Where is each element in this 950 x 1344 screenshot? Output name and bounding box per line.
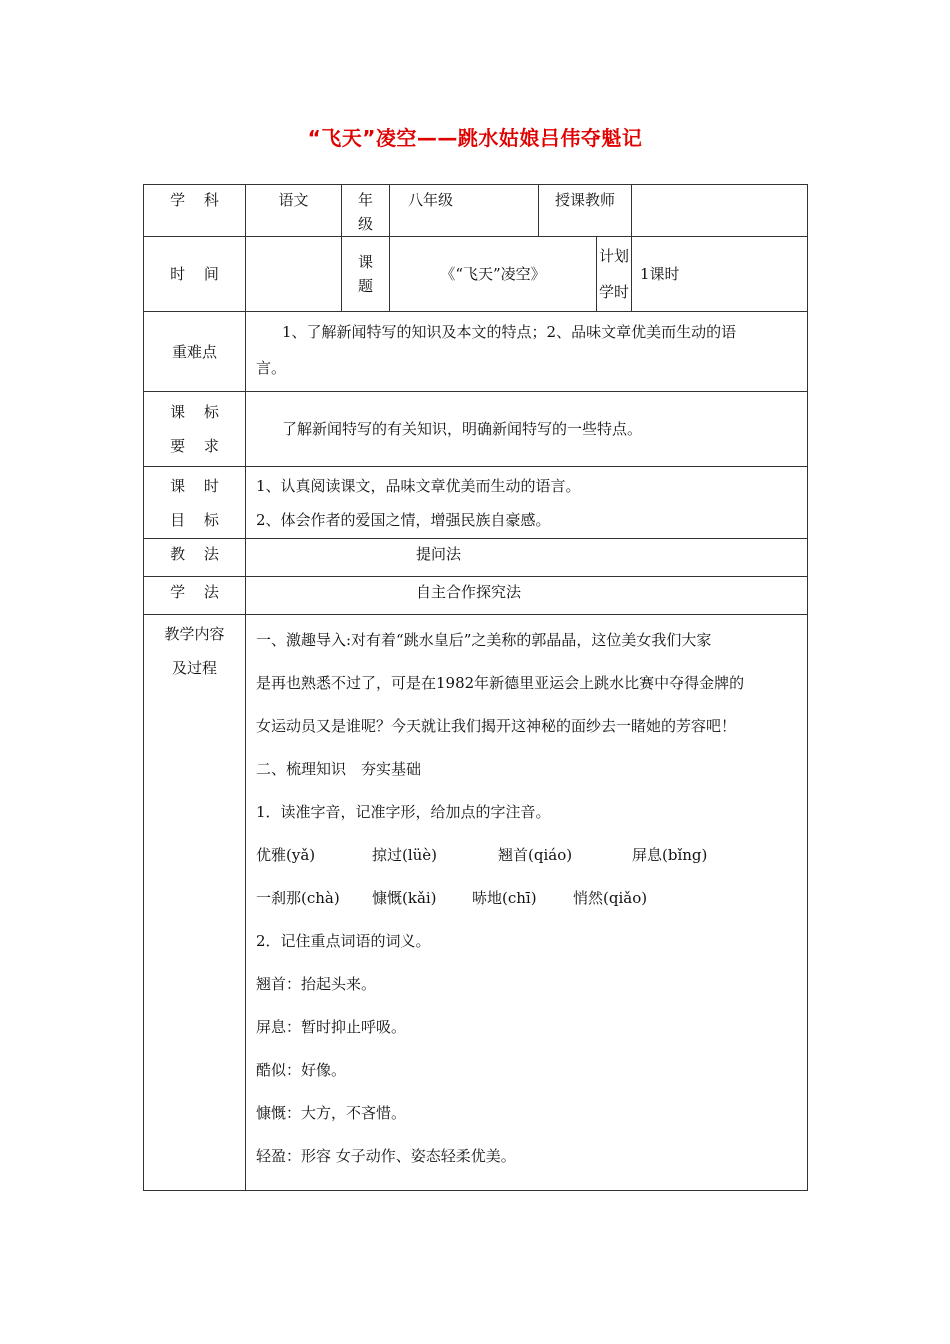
process-line: 是再也熟悉不过了，可是在1982年新德里亚运会上跳水比赛中夺得金牌的: [256, 674, 745, 692]
time-value: [246, 237, 342, 312]
process-section-heading: 二、梳理知识 夯实基础: [256, 760, 422, 778]
pinyin-item: 慷慨(kǎi): [372, 889, 437, 907]
lesson-plan-table: [143, 184, 808, 1191]
vocab-heading: 2．记住重点词语的词义。: [256, 932, 431, 950]
learning-method-row: [144, 577, 808, 615]
plan-hours-value: 1课时: [632, 237, 808, 312]
plan-hours-label: [597, 237, 632, 312]
pinyin-item: 优雅(yǎ): [256, 846, 316, 864]
time-label: 时 间: [144, 237, 246, 312]
topic-value: 《“飞天”凌空》: [390, 237, 597, 312]
definition-item: 屏息：暂时抑止呼吸。: [256, 1018, 407, 1036]
learning-method-value: 自主合作探究法: [246, 577, 808, 615]
key-points-line2: 言。: [256, 359, 287, 377]
standard-row: [144, 392, 808, 467]
definition-item: 翘首：抬起头来。: [256, 975, 377, 993]
process-line: 一、激趣导入:对有着“跳水皇后”之美称的郭晶晶，这位美女我们大家: [256, 631, 712, 649]
goals-line1: 1、认真阅读课文，品味文章优美而生动的语言。: [256, 477, 581, 495]
subject-label: 学 科: [144, 185, 246, 237]
standard-label-line1: 课 标: [170, 403, 219, 421]
time-row: [144, 237, 808, 312]
process-label-line1: 教学内容: [164, 625, 225, 643]
teaching-method-row: [144, 539, 808, 577]
teaching-method-value: 提问法: [246, 539, 808, 577]
grade-label: 年 级: [342, 185, 390, 237]
pinyin-row-1: [256, 834, 801, 877]
standard-label-line2: 要 求: [170, 437, 219, 455]
process-content: [246, 615, 808, 1191]
document-title: “飞天”凌空——跳水姑娘吕伟夺魁记: [307, 126, 643, 150]
header-row: [144, 185, 808, 237]
teacher-label: 授课教师: [539, 185, 632, 237]
process-label: [144, 615, 246, 1191]
pinyin-item: 翘首(qiáo): [498, 846, 573, 864]
key-points-label: 重难点: [144, 312, 246, 392]
goals-line2: 2、体会作者的爱国之情，增强民族自豪感。: [256, 511, 551, 529]
goals-label-line1: 课 时: [170, 477, 219, 495]
pinyin-item: 悄然(qiǎo): [573, 889, 648, 907]
key-points-line1: 1、了解新闻特写的知识及本文的特点；2、品味文章优美而生动的语: [282, 323, 737, 341]
key-points-content: [246, 312, 808, 392]
teaching-method-label: 教 法: [144, 539, 246, 577]
plan-hours-label-line2: 学时: [599, 283, 630, 301]
process-task-heading: 1．读准字音，记准字形，给加点的字注音。: [256, 803, 551, 821]
subject-value: 语文: [246, 185, 342, 237]
topic-label: 课 题: [342, 237, 390, 312]
goals-label-line2: 目 标: [170, 511, 219, 529]
definition-item: 轻盈：形容 女子动作、姿态轻柔优美。: [256, 1147, 516, 1165]
plan-hours-label-line1: 计划: [599, 247, 630, 265]
goals-content: [246, 467, 808, 539]
standard-label: [144, 392, 246, 467]
pinyin-item: 哧地(chī): [472, 889, 537, 907]
process-label-line2: 及过程: [171, 659, 217, 677]
goals-row: [144, 467, 808, 539]
process-row: [144, 615, 808, 1191]
pinyin-row-2: [256, 877, 801, 920]
pinyin-item: 掠过(lüè): [372, 846, 438, 864]
key-points-row: [144, 312, 808, 392]
teacher-value: [632, 185, 808, 237]
definition-item: 慷慨：大方，不吝惜。: [256, 1104, 407, 1122]
pinyin-item: 屏息(bǐng): [632, 846, 708, 864]
standard-content: 了解新闻特写的有关知识，明确新闻特写的一些特点。: [246, 392, 808, 467]
learning-method-label: 学 法: [144, 577, 246, 615]
pinyin-item: 一刹那(chà): [256, 889, 340, 907]
grade-value: 八年级: [390, 185, 539, 237]
process-line: 女运动员又是谁呢？今天就让我们揭开这神秘的面纱去一睹她的芳容吧！: [256, 717, 737, 735]
definition-item: 酷似：好像。: [256, 1061, 347, 1079]
goals-label: [144, 467, 246, 539]
